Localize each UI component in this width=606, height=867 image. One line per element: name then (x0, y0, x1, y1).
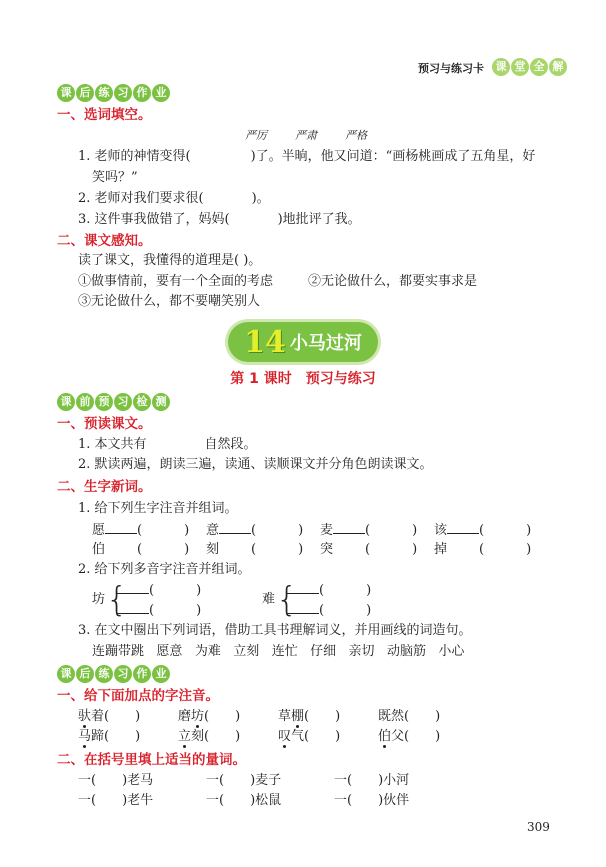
dotted-char: 坊 (191, 709, 205, 724)
header-label: 预习与练习卡 (418, 62, 484, 75)
section-heading: 一、给下面加点的字注音。 (57, 688, 219, 704)
poly-lines: ( ) ( ) (287, 580, 371, 620)
question-2 (78, 190, 270, 208)
word: 为难 (194, 644, 221, 659)
pinyin-row-2: 马蹄( ) 立刻( ) 叹气( ) 伯父( ) (78, 729, 441, 744)
choice: 严格 (345, 129, 367, 142)
noun: 麦子 (255, 773, 282, 788)
text: 一( (78, 793, 97, 808)
question-1-cont: 笑吗？” (92, 170, 138, 185)
char: 掉 (434, 542, 448, 557)
char: 父 (391, 729, 405, 744)
question: 读了课文，我懂得的道理是( )。 (78, 253, 262, 268)
badge-char: 课 (57, 665, 75, 683)
section-heading: 二、课文感知。 (57, 233, 152, 249)
section-heading: 一、预读课文。 (57, 416, 152, 432)
badge-char: 测 (152, 393, 170, 411)
char: 刻 (191, 729, 205, 744)
header-badge (492, 58, 567, 76)
text: 一( (206, 773, 225, 788)
poly-lines: ( ) ( ) (117, 580, 201, 620)
badge-char: 课 (57, 393, 75, 411)
option-1: ①做事情前，要有一个全面的考虑 (78, 274, 274, 289)
section-badge-homework (57, 665, 170, 683)
word: 亲切 (348, 644, 375, 659)
char: 突 (320, 542, 334, 557)
noun: 伙伴 (383, 793, 410, 808)
dotted-char: 伯 (378, 729, 392, 744)
dotted-char: 马 (78, 729, 92, 744)
question-3 (78, 211, 361, 229)
noun: 老马 (127, 773, 154, 788)
text: 一( (334, 773, 353, 788)
badge-char: 检 (133, 393, 151, 411)
option-3: ③无论做什么，都不要嘲笑别人 (78, 294, 261, 309)
noun: 小河 (383, 773, 410, 788)
question-2: 2. 给下列多音字注音并组词。 (78, 562, 251, 577)
text: 一( (206, 793, 225, 808)
text: 1. 本文共有 (78, 437, 147, 452)
badge-char: 练 (95, 84, 113, 102)
char: 该 (434, 523, 448, 538)
section-heading: 一、选词填空。 (57, 107, 152, 123)
section-badge-preview (57, 393, 170, 411)
text: 一( (78, 773, 97, 788)
char: 刻 (206, 542, 220, 557)
text: 3. 这件事我做错了，妈妈( (78, 212, 230, 227)
badge-char: 课 (57, 84, 75, 102)
badge-char: 预 (95, 393, 113, 411)
badge-char: 习 (114, 393, 132, 411)
badge-char: 业 (152, 84, 170, 102)
pinyin-row-1: 驮着( ) 磨坊( ) 草棚( ) 既然( ) (78, 709, 441, 724)
char: 磨 (178, 709, 192, 724)
lesson-title (228, 322, 378, 362)
measure-row-1: 一( )老马 一( )麦子 一( )小河 (78, 773, 410, 788)
badge-char: 后 (76, 665, 94, 683)
badge-char: 后 (76, 84, 94, 102)
section-heading: 二、在括号里填上适当的量词。 (57, 752, 246, 768)
text: 一( (334, 793, 353, 808)
badge-char: 习 (114, 665, 132, 683)
question-1 (78, 436, 257, 454)
page-number: 309 (527, 820, 550, 834)
char: 伯 (92, 542, 106, 557)
badge-char: 解 (549, 58, 567, 76)
char: 愿 (92, 523, 106, 538)
word: 连蹦带跳 (92, 644, 145, 659)
char: 既 (378, 709, 392, 724)
option-2: ②无论做什么，都要实事求是 (308, 274, 478, 289)
char: 然 (391, 709, 405, 724)
question-2: 2. 默读两遍，朗读三遍，读通、读顺课文并分角色朗读课文。 (78, 457, 433, 472)
dotted-char: 驮 (78, 709, 92, 724)
text: )。 (251, 191, 270, 206)
char-row-1: 愿 ( ) 意 ( ) 麦 ( ) 该 ( ) (92, 520, 548, 540)
question-1 (78, 148, 535, 166)
badge-char: 全 (530, 58, 548, 76)
text: )了。半晌，他又问道：“画杨桃画成了五角星，好 (250, 149, 536, 164)
char: 着 (91, 709, 105, 724)
char: 蹄 (91, 729, 105, 744)
word: 小心 (438, 644, 465, 659)
poly-char: 难 (262, 592, 276, 607)
dotted-char: 立 (178, 729, 192, 744)
poly-char: 坊 (92, 592, 106, 607)
question-1: 1. 给下列生字注音并组词。 (78, 501, 238, 516)
text: 1. 老师的神情变得( (78, 149, 191, 164)
choice: 严厉 (245, 129, 267, 142)
badge-char: 练 (95, 665, 113, 683)
noun: 老牛 (127, 793, 154, 808)
badge-char: 作 (133, 84, 151, 102)
brace: { (106, 580, 128, 620)
dotted-char: 棚 (291, 709, 305, 724)
text: 2. 老师对我们要求很( (78, 191, 204, 206)
question-3: 3. 在文中圈出下列词语，借助工具书理解词义，并用画线的词造句。 (78, 623, 472, 638)
lesson-number: 14 (244, 324, 286, 360)
word: 仔细 (310, 644, 337, 659)
word: 连忙 (271, 644, 298, 659)
char: 麦 (320, 523, 334, 538)
measure-row-2: 一( )老牛 一( )松鼠 一( )伙伴 (78, 793, 410, 808)
brace: { (276, 580, 298, 620)
badge-char: 前 (76, 393, 94, 411)
word: 动脑筋 (386, 644, 426, 659)
lesson-name: 小马过河 (289, 333, 362, 354)
section-heading: 二、生字新词。 (57, 479, 152, 495)
char: 草 (278, 709, 292, 724)
choice: 严肃 (295, 129, 317, 142)
section-badge-homework (57, 84, 170, 102)
lesson-subtitle: 第 1 课时 预习与练习 (230, 371, 376, 387)
char: 气 (291, 729, 305, 744)
word: 愿意 (156, 644, 183, 659)
noun: 松鼠 (255, 793, 282, 808)
dotted-char: 叹 (278, 729, 292, 744)
text: 自然段。 (204, 437, 257, 452)
word-choices (245, 127, 367, 145)
badge-char: 堂 (511, 58, 529, 76)
char: 意 (206, 523, 220, 538)
badge-char: 习 (114, 84, 132, 102)
word: 立刻 (233, 644, 260, 659)
text: )地批评了我。 (277, 212, 361, 227)
badge-char: 课 (492, 58, 510, 76)
badge-char: 业 (152, 665, 170, 683)
char-row-2: 伯 ( ) 刻 ( ) 突 ( ) 掉 ( ) (92, 542, 532, 557)
word-list (92, 643, 464, 661)
badge-char: 作 (133, 665, 151, 683)
